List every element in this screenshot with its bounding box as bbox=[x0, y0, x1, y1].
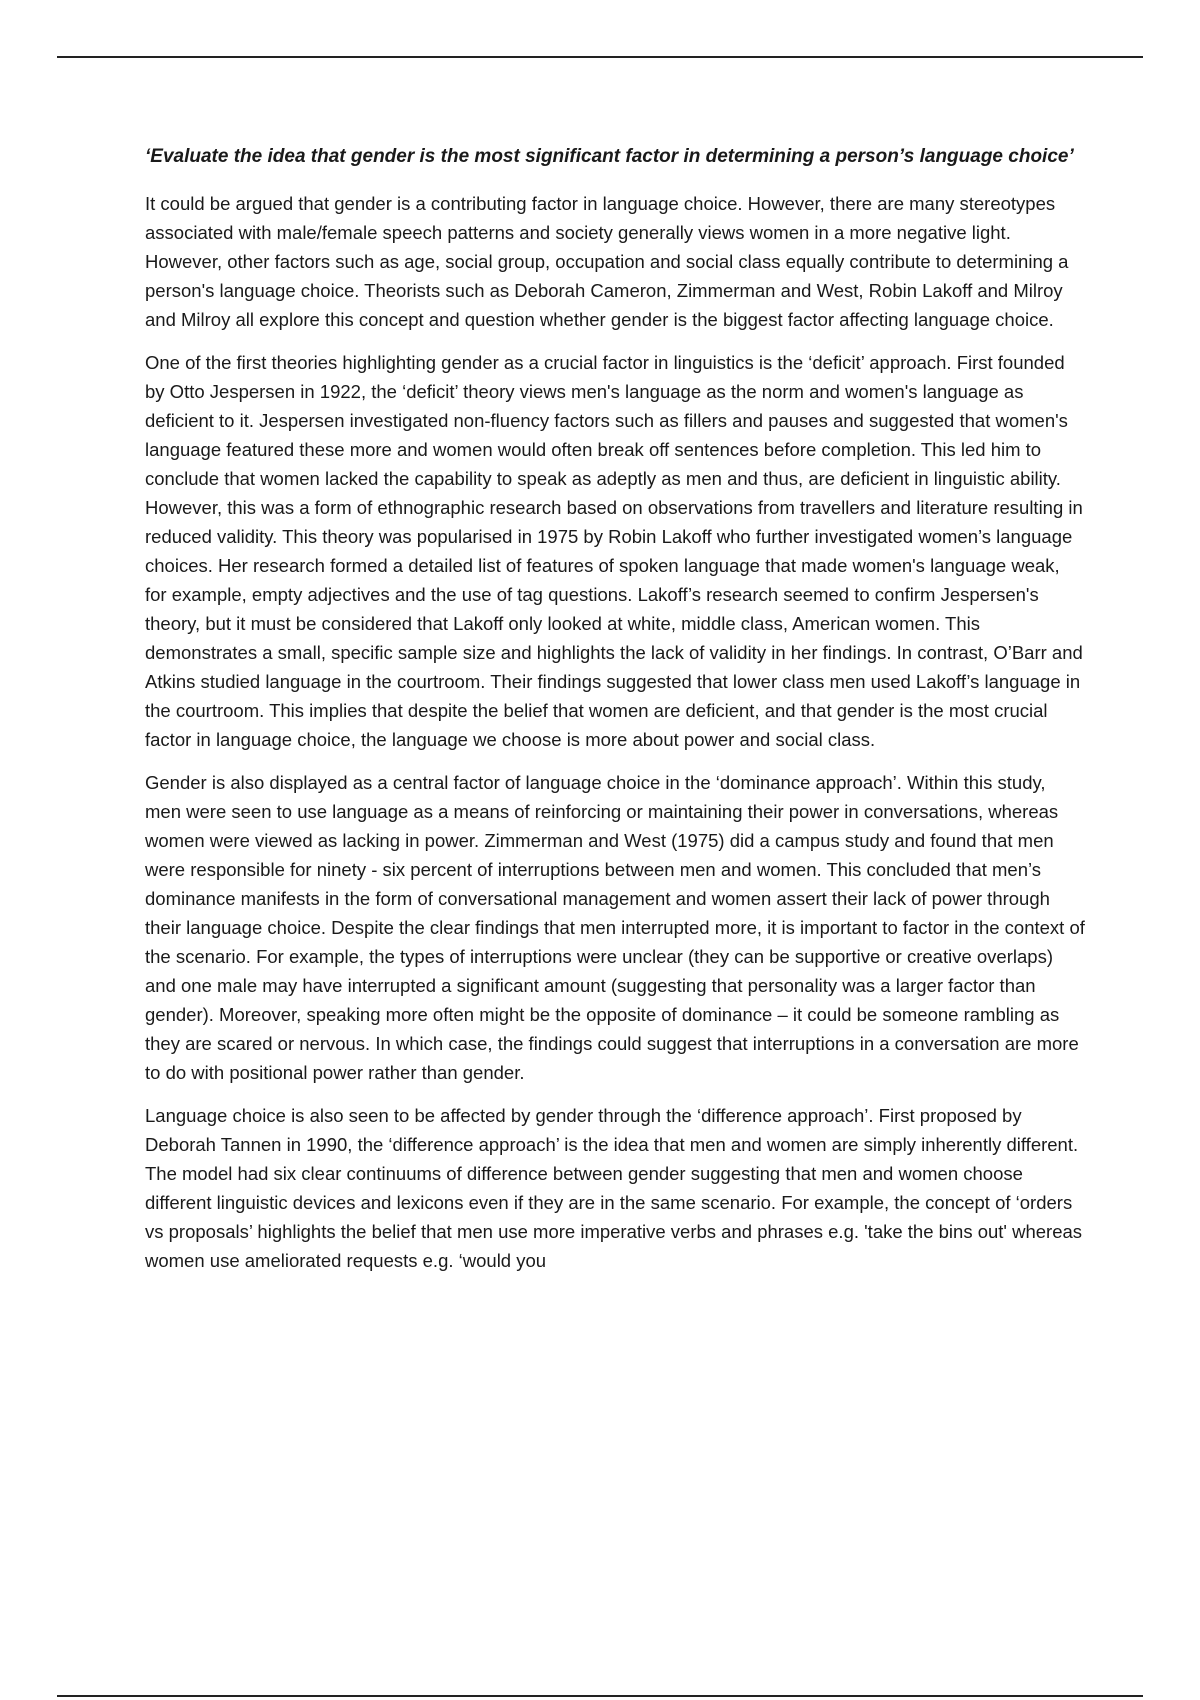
essay-paragraph-4: Language choice is also seen to be affected by gender through the ‘difference approach’. First proposed by Deborah Tannen in 1990, the ‘difference approach’ is the idea that men and women are simply inherently different. The model had six clear continuums of difference between gender suggesting that men and women choose different linguistic devices and lexicons even if they are in the same scenario. For example, the concept of ‘orders vs proposals’ highlights the belief that men use more imperative verbs and phrases e.g. 'take the bins out' whereas women use ameliorated requests e.g. ‘would you bbox=[145, 1105, 1083, 1271]
essay-paragraph-1: It could be argued that gender is a contributing factor in language choice. However, there are many stereotypes associated with male/female speech patterns and society generally views women in a more negative light. However, other factors such as age, social group, occupation and social class equally contribute to determining a person's language choice. Theorists such as Deborah Cameron, Zimmerman and West, Robin Lakoff and Milroy and Milroy all explore this concept and question whether gender is the biggest factor affecting language choice. bbox=[145, 193, 1069, 330]
essay-title: ‘Evaluate the idea that gender is the most significant factor in determining a person’s language choice’ bbox=[145, 146, 1074, 167]
essay-paragraph-2: One of the first theories highlighting gender as a crucial factor in linguistics is the ‘deficit’ approach. First founded by Otto Jespersen in 1922, the ‘deficit’ theory views men's language as the norm and women's language as deficient to it. Jespersen investigated non-fluency factors such as fillers and pauses and suggested that women's language featured these more and women would often break off sentences before completion. This led him to conclude that women lacked the capability to speak as adeptly as men and thus, are deficient in linguistic ability. However, this was a form of ethnographic research based on observations from travellers and literature resulting in reduced validity. This theory was popularised in 1975 by Robin Lakoff who further investigated women’s language choices. Her research formed a detailed list of features of spoken language that made women's language weak, for example, empty adjectives and the use of tag questions. Lakoff’s research seemed to confirm Jespersen's theory, but it must be considered that Lakoff only looked at white, middle class, American women. This demonstrates a small, specific sample size and highlights the lack of validity in her findings. In contrast, O’Barr and Atkins studied language in the courtroom. Their findings suggested that lower class men used Lakoff’s language in the courtroom. This implies that despite the belief that women are deficient, and that gender is the most crucial factor in language choice, the language we choose is more about power and social class. bbox=[145, 352, 1083, 750]
essay-paragraph-3: Gender is also displayed as a central factor of language choice in the ‘dominance approach’. Within this study, men were seen to use language as a means of reinforcing or maintaining their power in conversations, whereas women were viewed as lacking in power. Zimmerman and West (1975) did a campus study and found that men were responsible for ninety - six percent of interruptions between men and women. This concluded that men’s dominance manifests in the form of conversational management and women assert their lack of power through their language choice. Despite the clear findings that men interrupted more, it is important to factor in the context of the scenario. For example, the types of interruptions were unclear (they can be supportive or creative overlaps) and one male may have interrupted a significant amount (suggesting that personality was a larger factor than gender). Moreover, speaking more often might be the opposite of dominance – it could be someone rambling as they are scared or nervous. In which case, the findings could suggest that interruptions in a conversation are more to do with positional power rather than gender. bbox=[145, 772, 1085, 1083]
page-bottom-rule bbox=[57, 1695, 1143, 1697]
page-top-rule bbox=[57, 56, 1143, 58]
document-page bbox=[145, 143, 1085, 1289]
